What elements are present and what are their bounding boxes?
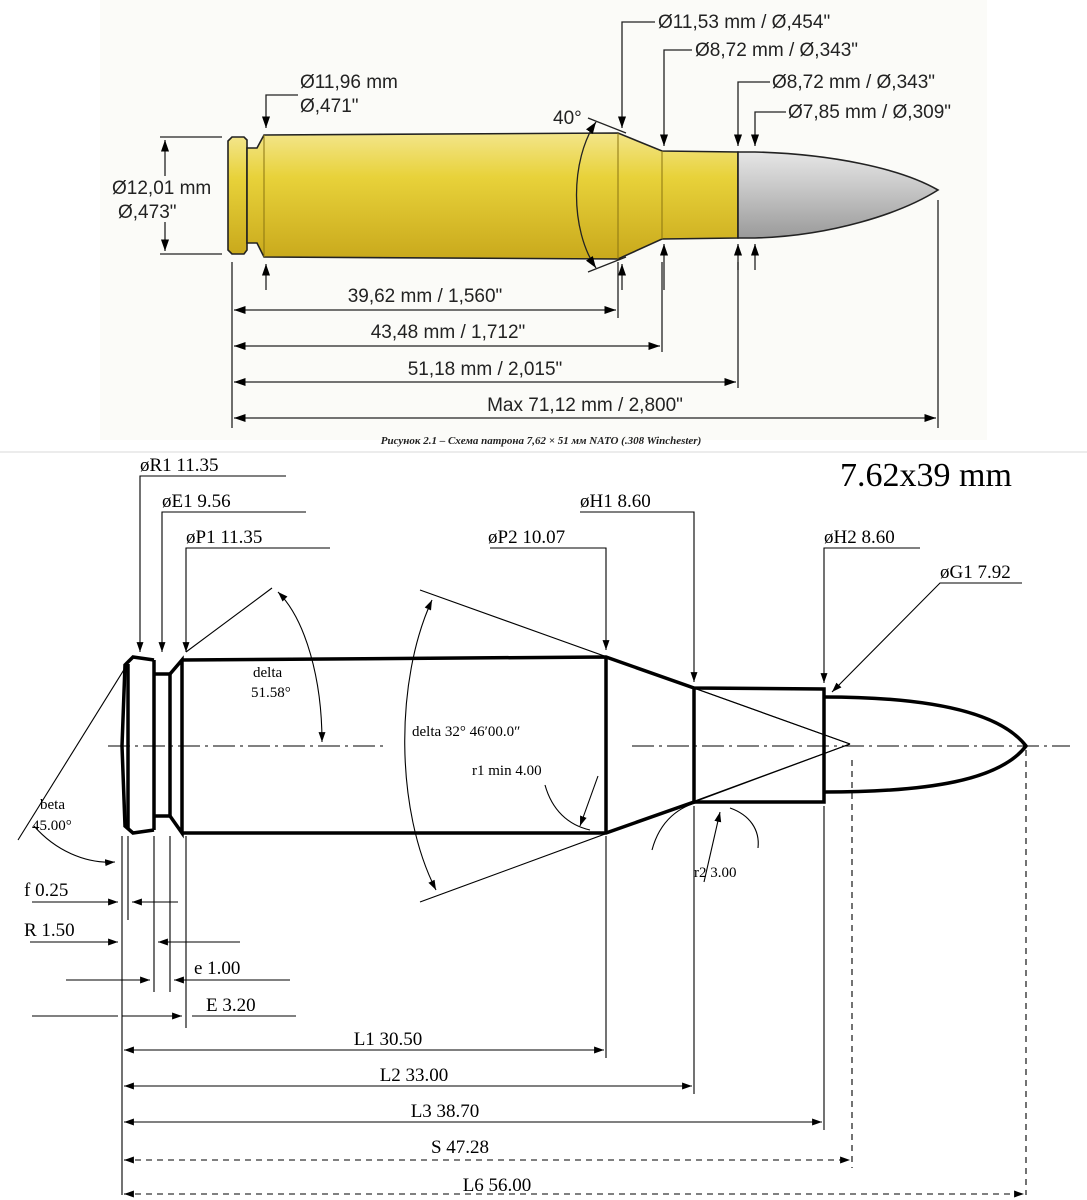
beta-value: 45.00°: [32, 818, 72, 834]
e-dimension: e 1.00: [194, 958, 241, 979]
m43-cartridge-drawing: [0, 452, 1087, 1196]
l2-dimension: L2 33.00: [379, 1065, 449, 1086]
base-diameter-mm: Ø11,96 mm: [300, 72, 398, 93]
bullet-diameter: Ø7,85 mm / Ø,309": [788, 102, 952, 123]
delta1-value: 51.58°: [251, 685, 291, 701]
h2-diameter-label: øH2 8.60: [824, 527, 895, 548]
shoulder-angle: 40°: [553, 108, 582, 129]
case-outline: [122, 657, 824, 833]
cartridge-case: [228, 133, 738, 259]
length-max: Max 71,12 mm / 2,800": [487, 395, 683, 416]
length-neck: 43,48 mm / 1,712": [370, 322, 526, 343]
r-dimension: R 1.50: [24, 920, 75, 941]
r2-label: r2 3.00: [694, 865, 737, 881]
bullet-outline: [824, 697, 1026, 792]
e1-diameter-label: øE1 9.56: [162, 491, 231, 512]
l1-dimension: L1 30.50: [353, 1029, 423, 1050]
rim-diameter-in: Ø,473": [118, 202, 177, 223]
s-dimension: S 47.28: [430, 1137, 490, 1158]
g1-diameter-label: øG1 7.92: [940, 562, 1011, 583]
neck-diameter-1: Ø8,72 mm / Ø,343": [695, 40, 859, 61]
r1-label: r1 min 4.00: [472, 763, 542, 779]
h1-diameter-label: øH1 8.60: [580, 491, 651, 512]
delta1-label: delta: [253, 665, 283, 681]
p2-diameter-label: øP2 10.07: [488, 527, 566, 548]
neck-diameter-2: Ø8,72 mm / Ø,343": [772, 72, 936, 93]
figure-caption: Рисунок 2.1 – Схема патрона 7,62 × 51 мм NATO (.308 Winchester): [380, 435, 702, 447]
f-dimension: f 0.25: [24, 880, 69, 901]
big-e-dimension: E 3.20: [206, 995, 256, 1016]
drawing-title: 7.62x39 mm: [840, 457, 1012, 494]
length-shoulder: 39,62 mm / 1,560": [347, 286, 503, 307]
base-diameter-in: Ø,471": [300, 96, 359, 117]
l3-dimension: L3 38.70: [410, 1101, 480, 1122]
beta-label: beta: [40, 797, 65, 813]
l6-dimension: L6 56.00: [462, 1175, 532, 1196]
delta2-label: delta 32° 46′00.0″: [412, 724, 521, 740]
shoulder-diameter: Ø11,53 mm / Ø,454": [658, 12, 831, 33]
rim-diameter-mm: Ø12,01 mm: [112, 178, 212, 199]
r1-diameter-label: øR1 11.35: [140, 455, 219, 476]
nato-cartridge-drawing: [100, 0, 987, 447]
length-case: 51,18 mm / 2,015": [407, 359, 563, 380]
p1-diameter-label: øP1 11.35: [186, 527, 263, 548]
